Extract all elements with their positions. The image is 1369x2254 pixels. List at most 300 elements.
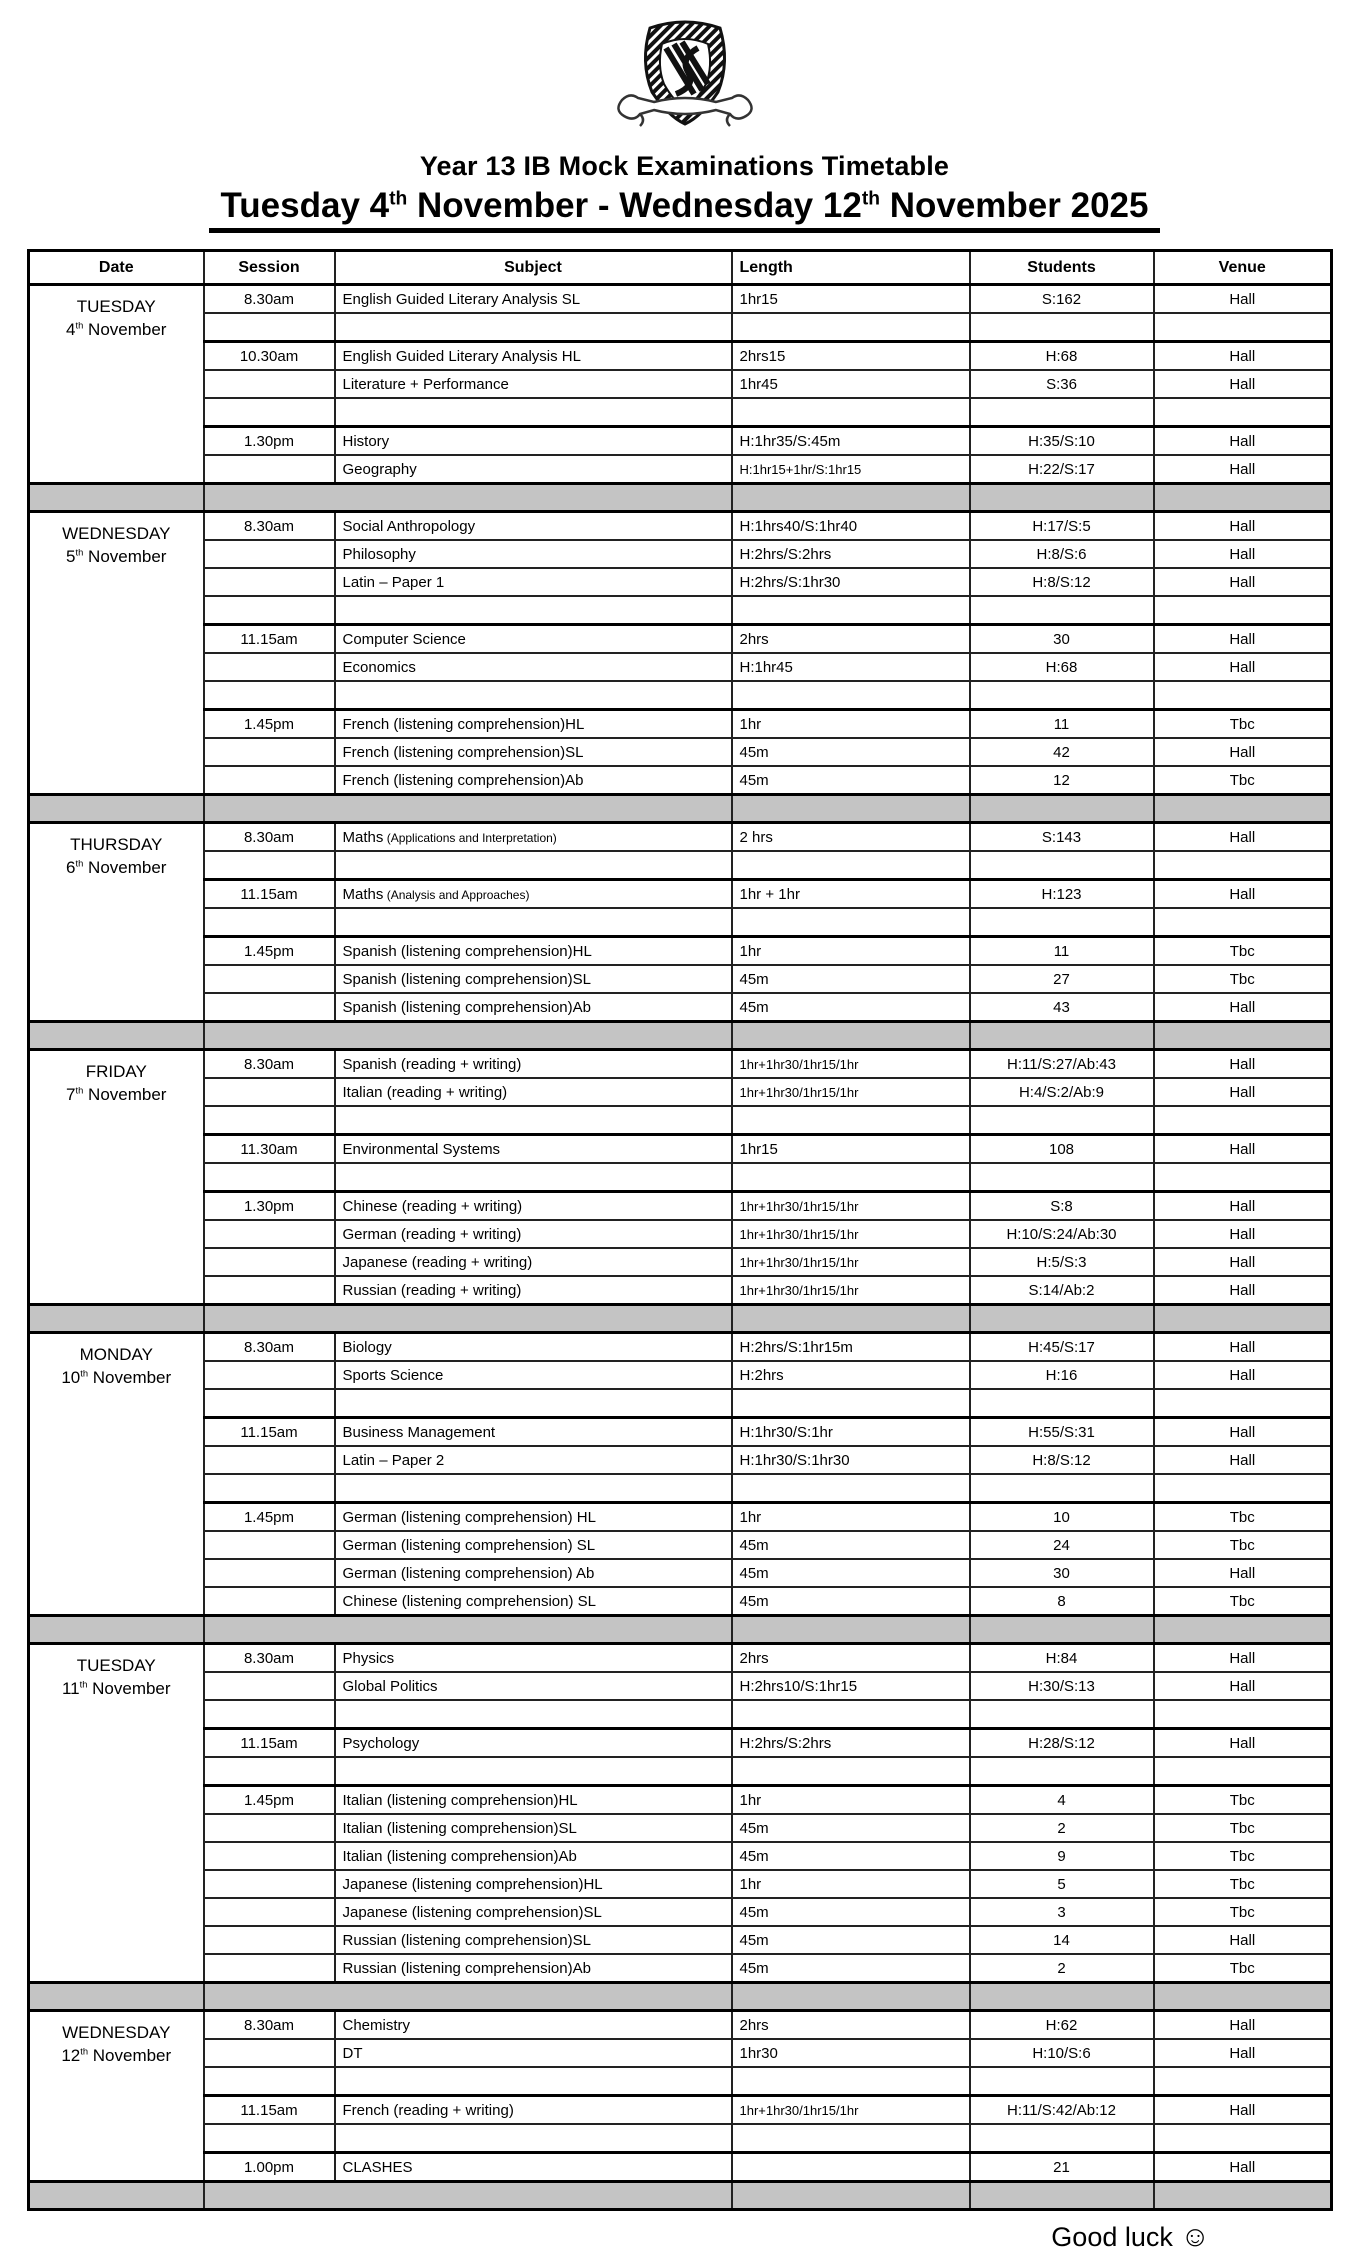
- venue-cell: [1154, 2067, 1332, 2096]
- exam-row: [29, 512, 1332, 541]
- subject-cell: Spanish (reading + writing): [335, 1050, 732, 1079]
- date-cell: [29, 1644, 204, 1983]
- students-cell: H:11/S:42/Ab:12: [970, 2096, 1154, 2125]
- column-header-students: Students: [970, 251, 1154, 285]
- students-cell: H:84: [970, 1644, 1154, 1673]
- subject-cell: [335, 313, 732, 342]
- venue-cell: Hall: [1154, 540, 1332, 568]
- students-cell: [970, 1389, 1154, 1418]
- length-cell: [732, 1389, 970, 1418]
- separator-cell: [1154, 795, 1332, 823]
- venue-cell: [1154, 2124, 1332, 2153]
- exam-row: [29, 823, 1332, 852]
- subject-cell: Geography: [335, 455, 732, 484]
- venue-cell: Hall: [1154, 1446, 1332, 1474]
- day-name: WEDNESDAY: [62, 524, 171, 543]
- length-cell: 1hr+1hr30/1hr15/1hr: [732, 1192, 970, 1221]
- separator-cell: [204, 1022, 732, 1050]
- subtitle-segment: November 2025: [879, 186, 1149, 225]
- session-cell: [204, 1531, 335, 1559]
- length-cell: 45m: [732, 1898, 970, 1926]
- day-separator-row: [29, 795, 1332, 823]
- students-cell: H:5/S:3: [970, 1248, 1154, 1276]
- exam-row: [29, 766, 1332, 795]
- separator-cell: [204, 1305, 732, 1333]
- students-cell: H:35/S:10: [970, 427, 1154, 456]
- session-cell: 11.15am: [204, 1729, 335, 1758]
- ordinal-suffix: th: [75, 858, 84, 869]
- exam-row: [29, 880, 1332, 909]
- subject-cell: Philosophy: [335, 540, 732, 568]
- subtitle-segment: November - Wednesday 12: [407, 186, 862, 225]
- length-cell: 1hr+1hr30/1hr15/1hr: [732, 2096, 970, 2125]
- subject-cell: English Guided Literary Analysis SL: [335, 285, 732, 314]
- venue-cell: Hall: [1154, 1192, 1332, 1221]
- exam-row: [29, 1587, 1332, 1616]
- session-cell: [204, 540, 335, 568]
- subject-cell: [335, 596, 732, 625]
- ordinal-suffix: th: [75, 320, 84, 331]
- exam-row: [29, 455, 1332, 484]
- day-separator-row: [29, 1616, 1332, 1644]
- exam-row: [29, 1898, 1332, 1926]
- length-cell: 1hr15: [732, 1135, 970, 1164]
- separator-cell: [204, 795, 732, 823]
- venue-cell: Hall: [1154, 1333, 1332, 1362]
- subject-cell: History: [335, 427, 732, 456]
- separator-cell: [1154, 2182, 1332, 2210]
- day-date: 6th November: [66, 857, 167, 877]
- session-cell: [204, 1757, 335, 1786]
- subject-cell: Chinese (reading + writing): [335, 1192, 732, 1221]
- subject-cell: Japanese (listening comprehension)SL: [335, 1898, 732, 1926]
- separator-cell: [29, 1983, 204, 2011]
- subject-cell: Spanish (listening comprehension)SL: [335, 965, 732, 993]
- students-cell: 10: [970, 1503, 1154, 1532]
- students-cell: 3: [970, 1898, 1154, 1926]
- subject-cell: Russian (listening comprehension)Ab: [335, 1954, 732, 1983]
- session-cell: [204, 1276, 335, 1305]
- venue-cell: [1154, 1757, 1332, 1786]
- venue-cell: Hall: [1154, 1220, 1332, 1248]
- length-cell: 1hr + 1hr: [732, 880, 970, 909]
- exam-row: [29, 568, 1332, 596]
- subject-cell: Latin – Paper 2: [335, 1446, 732, 1474]
- length-cell: 1hr+1hr30/1hr15/1hr: [732, 1078, 970, 1106]
- students-cell: 12: [970, 766, 1154, 795]
- subject-cell: Spanish (listening comprehension)HL: [335, 937, 732, 966]
- venue-cell: Tbc: [1154, 1954, 1332, 1983]
- session-cell: [204, 596, 335, 625]
- subject-cell: Japanese (listening comprehension)HL: [335, 1870, 732, 1898]
- ordinal-suffix: th: [75, 1085, 84, 1096]
- exam-row: [29, 1644, 1332, 1673]
- exam-row: [29, 1418, 1332, 1447]
- students-cell: S:143: [970, 823, 1154, 852]
- separator-cell: [970, 484, 1154, 512]
- spacer-row: [29, 398, 1332, 427]
- length-cell: H:2hrs: [732, 1361, 970, 1389]
- exam-row: [29, 1361, 1332, 1389]
- venue-cell: [1154, 1474, 1332, 1503]
- students-cell: H:55/S:31: [970, 1418, 1154, 1447]
- venue-cell: [1154, 313, 1332, 342]
- date-cell: [29, 285, 204, 484]
- separator-cell: [1154, 484, 1332, 512]
- length-cell: 45m: [732, 1559, 970, 1587]
- students-cell: H:28/S:12: [970, 1729, 1154, 1758]
- smiley-icon: ☺: [1180, 2221, 1210, 2253]
- students-cell: H:30/S:13: [970, 1672, 1154, 1700]
- venue-cell: [1154, 908, 1332, 937]
- spacer-row: [29, 313, 1332, 342]
- venue-cell: Hall: [1154, 2153, 1332, 2182]
- separator-cell: [29, 795, 204, 823]
- venue-cell: Hall: [1154, 1926, 1332, 1954]
- ordinal-suffix: th: [75, 547, 84, 558]
- column-header-date: Date: [29, 251, 204, 285]
- crest-container: [0, 0, 1369, 137]
- day-date: 4th November: [66, 319, 167, 339]
- students-cell: H:45/S:17: [970, 1333, 1154, 1362]
- day-separator-row: [29, 2182, 1332, 2210]
- subject-cell: [335, 1700, 732, 1729]
- students-cell: [970, 1163, 1154, 1192]
- exam-row: [29, 1729, 1332, 1758]
- length-cell: [732, 2124, 970, 2153]
- session-cell: 11.15am: [204, 1418, 335, 1447]
- subject-cell: Chemistry: [335, 2011, 732, 2040]
- separator-cell: [29, 484, 204, 512]
- students-cell: 21: [970, 2153, 1154, 2182]
- subject-cell: Maths (Analysis and Approaches): [335, 880, 732, 909]
- separator-cell: [732, 1616, 970, 1644]
- separator-cell: [732, 795, 970, 823]
- session-cell: 1.45pm: [204, 1503, 335, 1532]
- page-title: Year 13 IB Mock Examinations Timetable: [419, 151, 950, 181]
- venue-cell: Tbc: [1154, 1786, 1332, 1815]
- separator-cell: [29, 1616, 204, 1644]
- venue-cell: [1154, 398, 1332, 427]
- ordinal-suffix: th: [79, 1679, 88, 1690]
- separator-cell: [970, 795, 1154, 823]
- length-cell: [732, 313, 970, 342]
- students-cell: [970, 1106, 1154, 1135]
- subject-cell: German (listening comprehension) Ab: [335, 1559, 732, 1587]
- exam-row: [29, 738, 1332, 766]
- session-cell: [204, 398, 335, 427]
- exam-row: [29, 1192, 1332, 1221]
- length-cell: [732, 1700, 970, 1729]
- subject-cell: Computer Science: [335, 625, 732, 654]
- date-cell: [29, 512, 204, 795]
- students-cell: [970, 313, 1154, 342]
- students-cell: 8: [970, 1587, 1154, 1616]
- subject-cell: [335, 2124, 732, 2153]
- venue-cell: Hall: [1154, 1418, 1332, 1447]
- session-cell: 11.15am: [204, 625, 335, 654]
- subject-cell: CLASHES: [335, 2153, 732, 2182]
- separator-cell: [732, 2182, 970, 2210]
- session-cell: [204, 1220, 335, 1248]
- venue-cell: Hall: [1154, 455, 1332, 484]
- length-cell: [732, 596, 970, 625]
- length-cell: 2hrs: [732, 1644, 970, 1673]
- subject-cell: Business Management: [335, 1418, 732, 1447]
- separator-cell: [970, 2182, 1154, 2210]
- session-cell: [204, 851, 335, 880]
- students-cell: S:8: [970, 1192, 1154, 1221]
- exam-row: [29, 1531, 1332, 1559]
- venue-cell: [1154, 681, 1332, 710]
- session-cell: [204, 965, 335, 993]
- exam-row: [29, 1220, 1332, 1248]
- separator-cell: [1154, 1983, 1332, 2011]
- length-cell: 45m: [732, 965, 970, 993]
- day-name: MONDAY: [79, 1345, 153, 1364]
- exam-row: [29, 1248, 1332, 1276]
- subject-cell: Spanish (listening comprehension)Ab: [335, 993, 732, 1022]
- length-cell: [732, 2153, 970, 2182]
- students-cell: H:10/S:24/Ab:30: [970, 1220, 1154, 1248]
- session-cell: 1.45pm: [204, 710, 335, 739]
- students-cell: [970, 908, 1154, 937]
- spacer-row: [29, 1389, 1332, 1418]
- venue-cell: Tbc: [1154, 710, 1332, 739]
- session-cell: [204, 1163, 335, 1192]
- session-cell: [204, 908, 335, 937]
- session-cell: [204, 2067, 335, 2096]
- session-cell: [204, 1559, 335, 1587]
- length-cell: 45m: [732, 1587, 970, 1616]
- students-cell: H:68: [970, 653, 1154, 681]
- separator-cell: [732, 1983, 970, 2011]
- length-cell: 45m: [732, 1842, 970, 1870]
- exam-row: [29, 2096, 1332, 2125]
- venue-cell: Hall: [1154, 2039, 1332, 2067]
- students-cell: S:162: [970, 285, 1154, 314]
- exam-row: [29, 1954, 1332, 1983]
- subject-cell: Italian (reading + writing): [335, 1078, 732, 1106]
- day-name: THURSDAY: [70, 835, 163, 854]
- subject-cell: [335, 1163, 732, 1192]
- venue-cell: Hall: [1154, 2096, 1332, 2125]
- length-cell: 1hr: [732, 1870, 970, 1898]
- length-cell: 2hrs15: [732, 342, 970, 371]
- venue-cell: Hall: [1154, 1559, 1332, 1587]
- subject-cell: [335, 851, 732, 880]
- exam-row: [29, 2011, 1332, 2040]
- session-cell: 1.30pm: [204, 1192, 335, 1221]
- session-cell: [204, 1389, 335, 1418]
- venue-cell: Hall: [1154, 1135, 1332, 1164]
- subject-cell: [335, 908, 732, 937]
- session-cell: 10.30am: [204, 342, 335, 371]
- separator-cell: [970, 1022, 1154, 1050]
- subject-cell: Chinese (listening comprehension) SL: [335, 1587, 732, 1616]
- venue-cell: Hall: [1154, 1361, 1332, 1389]
- column-header-venue: Venue: [1154, 251, 1332, 285]
- subject-cell: Global Politics: [335, 1672, 732, 1700]
- venue-cell: Tbc: [1154, 766, 1332, 795]
- session-cell: 1.30pm: [204, 427, 335, 456]
- session-cell: 1.45pm: [204, 937, 335, 966]
- length-cell: H:2hrs/S:1hr30: [732, 568, 970, 596]
- exam-row: [29, 427, 1332, 456]
- subject-cell: DT: [335, 2039, 732, 2067]
- length-cell: 1hr45: [732, 370, 970, 398]
- length-cell: H:1hr45: [732, 653, 970, 681]
- session-cell: [204, 1814, 335, 1842]
- venue-cell: [1154, 1389, 1332, 1418]
- length-cell: 45m: [732, 1954, 970, 1983]
- students-cell: 9: [970, 1842, 1154, 1870]
- session-cell: 8.30am: [204, 512, 335, 541]
- students-cell: 43: [970, 993, 1154, 1022]
- students-cell: 2: [970, 1954, 1154, 1983]
- good-luck-text: Good luck: [1051, 2222, 1173, 2252]
- venue-cell: Tbc: [1154, 965, 1332, 993]
- students-cell: [970, 2124, 1154, 2153]
- venue-cell: Tbc: [1154, 1870, 1332, 1898]
- subject-cell: Literature + Performance: [335, 370, 732, 398]
- session-cell: 11.30am: [204, 1135, 335, 1164]
- separator-cell: [1154, 1022, 1332, 1050]
- length-cell: H:1hrs40/S:1hr40: [732, 512, 970, 541]
- venue-cell: [1154, 596, 1332, 625]
- exam-row: [29, 625, 1332, 654]
- subject-cell: [335, 398, 732, 427]
- session-cell: 8.30am: [204, 1050, 335, 1079]
- spacer-row: [29, 1700, 1332, 1729]
- spacer-row: [29, 1106, 1332, 1135]
- length-cell: 1hr: [732, 1503, 970, 1532]
- exam-row: [29, 1559, 1332, 1587]
- subject-cell: German (listening comprehension) HL: [335, 1503, 732, 1532]
- students-cell: 30: [970, 1559, 1154, 1587]
- venue-cell: Hall: [1154, 342, 1332, 371]
- students-cell: 11: [970, 937, 1154, 966]
- length-cell: 45m: [732, 738, 970, 766]
- day-date: 11th November: [61, 1678, 171, 1698]
- day-name: TUESDAY: [76, 1656, 156, 1675]
- students-cell: H:8/S:6: [970, 540, 1154, 568]
- session-cell: [204, 1106, 335, 1135]
- spacer-row: [29, 908, 1332, 937]
- session-cell: [204, 2039, 335, 2067]
- length-cell: [732, 1757, 970, 1786]
- subject-cell: Italian (listening comprehension)Ab: [335, 1842, 732, 1870]
- exam-row: [29, 1050, 1332, 1079]
- venue-cell: Hall: [1154, 823, 1332, 852]
- subject-cell: [335, 681, 732, 710]
- length-cell: [732, 908, 970, 937]
- day-name: WEDNESDAY: [62, 2023, 171, 2042]
- ordinal-suffix: th: [80, 2046, 89, 2057]
- length-cell: H:2hrs/S:1hr15m: [732, 1333, 970, 1362]
- length-cell: 45m: [732, 993, 970, 1022]
- subject-cell: French (reading + writing): [335, 2096, 732, 2125]
- footer-note: [0, 2221, 1330, 2254]
- exam-row: [29, 1333, 1332, 1362]
- separator-cell: [732, 1022, 970, 1050]
- date-range-subtitle: [0, 186, 1369, 233]
- day-date: 5th November: [66, 546, 167, 566]
- venue-cell: Hall: [1154, 738, 1332, 766]
- subject-cell: Russian (listening comprehension)SL: [335, 1926, 732, 1954]
- students-cell: [970, 681, 1154, 710]
- exam-row: [29, 1926, 1332, 1954]
- length-cell: H:2hrs10/S:1hr15: [732, 1672, 970, 1700]
- venue-cell: Tbc: [1154, 1531, 1332, 1559]
- students-cell: 42: [970, 738, 1154, 766]
- day-name: TUESDAY: [76, 297, 156, 316]
- session-cell: [204, 653, 335, 681]
- column-header-length: Length: [732, 251, 970, 285]
- exam-row: [29, 1446, 1332, 1474]
- spacer-row: [29, 851, 1332, 880]
- venue-cell: [1154, 851, 1332, 880]
- subject-cell: Italian (listening comprehension)HL: [335, 1786, 732, 1815]
- session-cell: [204, 1474, 335, 1503]
- length-cell: H:1hr15+1hr/S:1hr15: [732, 455, 970, 484]
- length-cell: 1hr+1hr30/1hr15/1hr: [732, 1248, 970, 1276]
- exam-row: [29, 1786, 1332, 1815]
- session-cell: 8.30am: [204, 1333, 335, 1362]
- students-cell: S:14/Ab:2: [970, 1276, 1154, 1305]
- spacer-row: [29, 2124, 1332, 2153]
- subject-cell: French (listening comprehension)HL: [335, 710, 732, 739]
- day-name: FRIDAY: [85, 1062, 147, 1081]
- session-cell: 8.30am: [204, 285, 335, 314]
- session-cell: 1.45pm: [204, 1786, 335, 1815]
- session-cell: 11.15am: [204, 2096, 335, 2125]
- students-cell: H:4/S:2/Ab:9: [970, 1078, 1154, 1106]
- length-cell: 1hr+1hr30/1hr15/1hr: [732, 1220, 970, 1248]
- exam-row: [29, 342, 1332, 371]
- length-cell: 1hr: [732, 710, 970, 739]
- subject-cell: Economics: [335, 653, 732, 681]
- length-cell: 2hrs: [732, 625, 970, 654]
- length-cell: 1hr: [732, 937, 970, 966]
- exam-row: [29, 1503, 1332, 1532]
- exam-row: [29, 993, 1332, 1022]
- column-header-subject: Subject: [335, 251, 732, 285]
- subject-cell: Sports Science: [335, 1361, 732, 1389]
- length-cell: [732, 851, 970, 880]
- length-cell: [732, 1106, 970, 1135]
- subtitle-segment: Tuesday 4: [220, 186, 390, 225]
- students-cell: H:16: [970, 1361, 1154, 1389]
- subject-cell: [335, 1757, 732, 1786]
- students-cell: 2: [970, 1814, 1154, 1842]
- venue-cell: Hall: [1154, 625, 1332, 654]
- spacer-row: [29, 1474, 1332, 1503]
- exam-row: [29, 1870, 1332, 1898]
- subject-cell: Biology: [335, 1333, 732, 1362]
- exam-row: [29, 2153, 1332, 2182]
- spacer-row: [29, 681, 1332, 710]
- venue-cell: Hall: [1154, 1644, 1332, 1673]
- date-range-subtitle-text: [209, 186, 1161, 233]
- students-cell: 11: [970, 710, 1154, 739]
- subject-cell: [335, 1389, 732, 1418]
- exam-row: [29, 1276, 1332, 1305]
- students-cell: [970, 398, 1154, 427]
- header-row: [29, 251, 1332, 285]
- session-cell: [204, 738, 335, 766]
- students-cell: 5: [970, 1870, 1154, 1898]
